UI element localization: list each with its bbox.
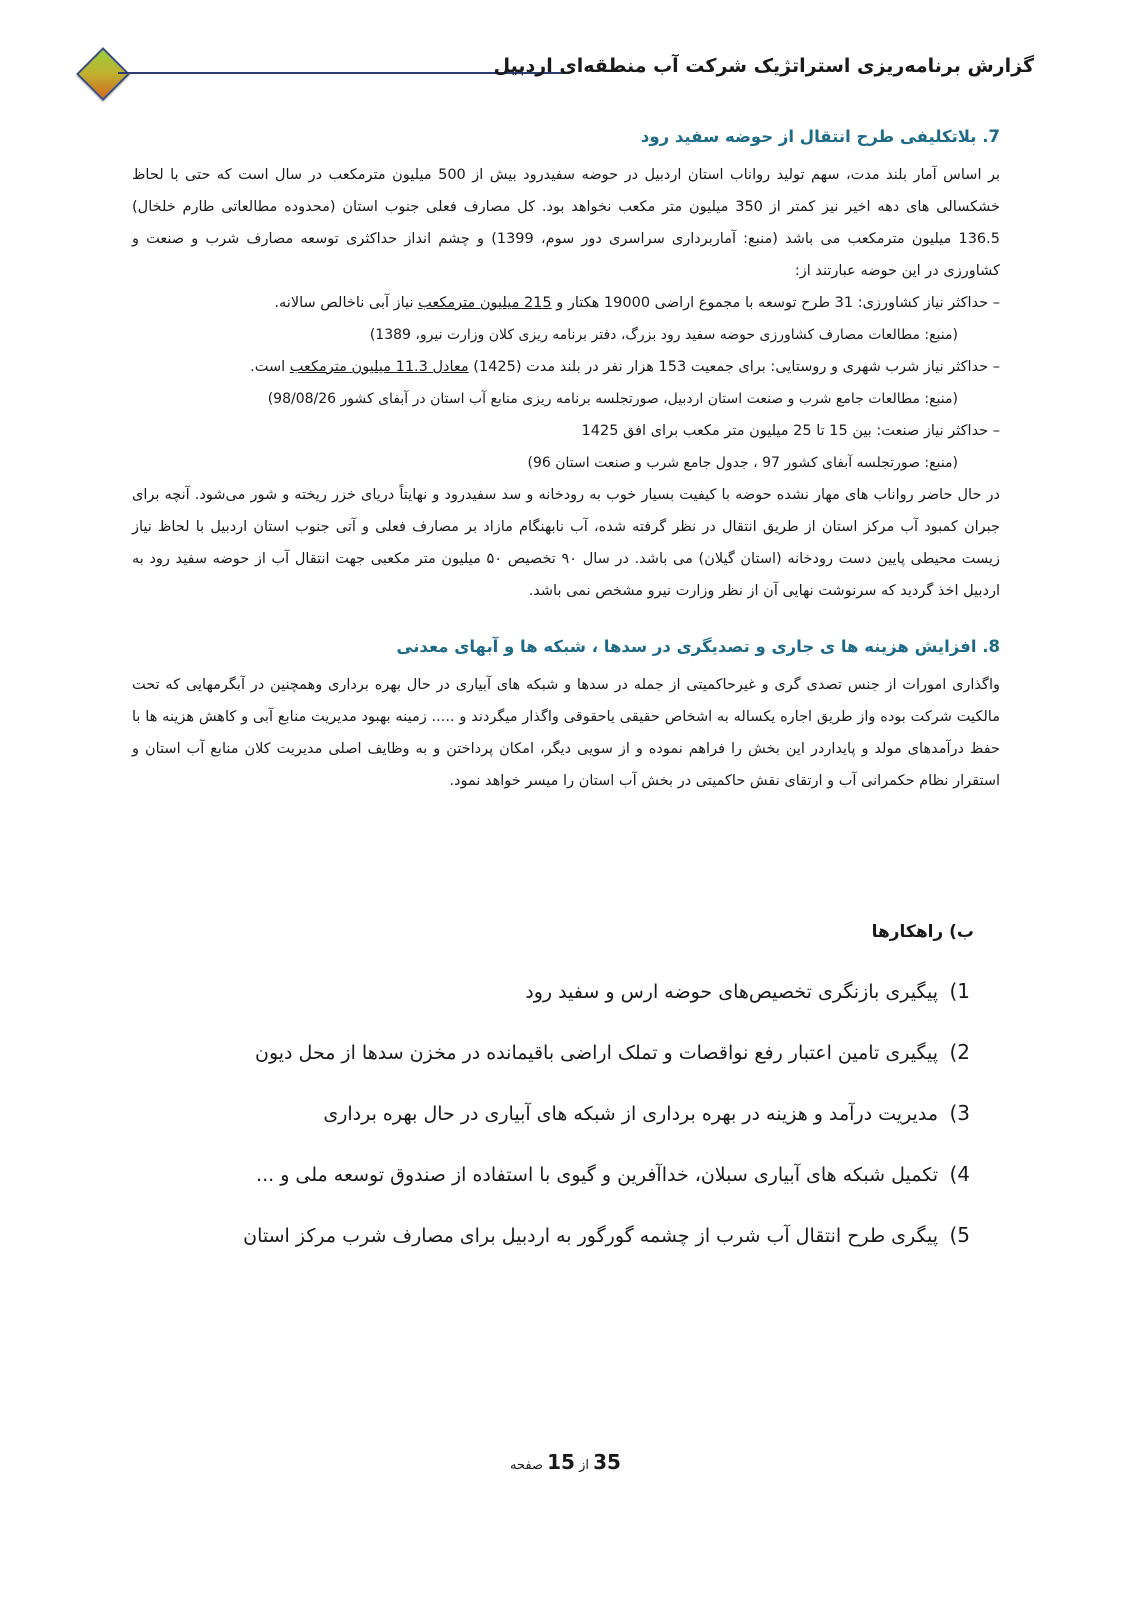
logo-diamond-icon bbox=[76, 47, 130, 101]
list-item bbox=[132, 1022, 970, 1083]
page-content bbox=[132, 123, 1000, 1266]
industry-demand-bullet: – حداکثر نیاز صنعت: بین 15 تا 25 میلیون متر مکعب برای افق 1425 bbox=[581, 423, 1000, 439]
section-7-intro: بر اساس آمار بلند مدت، سهم تولید رواناب استان اردبیل در حوضه سفیدرود بیش از 500 میلیون مترمکعب در سال است که حتی با لحاظ خشکسالی های دهه اخیر نیز کمتر از 350 میلیون متر مکعب نخواهد بود. کل مصارف فعلی جنوب استان (محدوده مطالعاتی طارم خلخال) 136.5 میلیون مترمکعب می باشد (منبع: آماربرداری سراسری دور سوم، 1399) و چشم انداز حداکثری توسعه مصارف شرب و صنعت و کشاورزی در این حوضه عبارتند از: bbox=[132, 167, 1000, 279]
solutions-list bbox=[132, 961, 1000, 1266]
section-8-heading: 8. افزایش هزینه ها ی جاری و تصدیگری در سدها ، شبکه ها و آبهای معدنی bbox=[396, 637, 1000, 656]
item-number: 5) bbox=[949, 1223, 970, 1247]
page-number: 35 bbox=[593, 1450, 621, 1474]
item-text: تکمیل شبکه های آبیاری سبلان، خداآفرین و گیوی با استفاده از صندوق توسعه ملی و ... bbox=[256, 1164, 938, 1186]
page-total: 15 bbox=[547, 1450, 575, 1474]
page-header bbox=[0, 0, 1131, 120]
page-footer bbox=[0, 1450, 1131, 1474]
item-number: 1) bbox=[949, 979, 970, 1003]
bullet-text: – حداکثر نیاز کشاورزی: 31 طرح توسعه با مجموع اراضی 19000 هکتار و bbox=[551, 295, 1000, 311]
source-note: (منبع: مطالعات مصارف کشاورزی حوضه سفید رود بزرگ، دفتر برنامه ریزی کلان وزارت نیرو، 1389) bbox=[369, 327, 958, 343]
agriculture-demand-bullet bbox=[132, 287, 1000, 319]
bullet-text: نیاز آبی ناخالص سالانه. bbox=[274, 295, 419, 311]
bullet-underlined: 215 میلیون مترمکعب bbox=[418, 295, 552, 311]
item-number: 2) bbox=[949, 1040, 970, 1064]
item-number: 4) bbox=[949, 1162, 970, 1186]
page-label: صفحه bbox=[510, 1458, 543, 1473]
solutions-heading: ب) راهکارها bbox=[871, 922, 974, 942]
item-number: 3) bbox=[949, 1101, 970, 1125]
section-7-closing: در حال حاضر رواناب های مهار نشده حوضه با کیفیت بسیار خوب به رودخانه و سد سفیدرود و نهایتاً دریای خزر ریخته و شور می‌شود. آنچه برای جبران کمبود آب مرکز استان از طریق انتقال در نظر گرفته شده، آب نابهنگام مازاد بر مصارف فعلی و آتی جنوب استان اردبیل با لحاظ نیاز زیست محیطی پایین دست رودخانه (استان گیلان) می باشد. در سال ۹۰ تخصیص ۵۰ میلیون متر مکعبی جهت انتقال آب از حوضه سفید رود به اردبیل اخذ گردید که سرنوشت نهایی آن از نظر وزارت نیرو مشخص نمی باشد. bbox=[132, 487, 1001, 599]
bullet-text: است. bbox=[250, 359, 290, 375]
section-7-heading: 7. بلاتکلیفی طرح انتقال از حوضه سفید رود bbox=[640, 127, 1000, 146]
list-item bbox=[132, 1083, 970, 1144]
section-8-body: واگذاری امورات از جنس تصدی گری و غیرحاکمیتی از جمله در سدها و شبکه های آبیاری در حال بهره برداری وهمچنین در آبگرمهایی که تحت مالکیت شرکت بوده واز طریق اجاره یکساله به اشخاص حقیقی یاحقوقی واگذار میگردند و ..... زمینه بهبود مدیریت منابع آبی و کاهش هزینه ها با حفظ درآمدهای مولد و پایداردر این بخش را فراهم نموده و از سویی دیگر، امکان پرداختن و به وظایف اصلی مدیریت کلان منابع آب استان و استقرار نظام حکمرانی آب و ارتقای نقش حاکمیتی در بخش آب استان را میسر خواهد نمود. bbox=[132, 677, 1000, 789]
list-item bbox=[132, 1205, 970, 1266]
bullet-underlined: معادل 11.3 میلیون مترمکعب bbox=[289, 359, 469, 375]
bullet-text: – حداکثر نیاز شرب شهری و روستایی: برای جمعیت 153 هزار نفر در بلند مدت (1425) bbox=[468, 359, 1000, 375]
list-item bbox=[132, 1144, 970, 1205]
source-note: (منبع: مطالعات جامع شرب و صنعت استان اردبیل، صورتجلسه برنامه ریزی منابع آب استان در آبفای کشور 98/08/26) bbox=[267, 391, 958, 407]
list-item bbox=[132, 961, 970, 1022]
item-text: پیگیری تامین اعتبار رفع نواقصات و تملک اراضی باقیمانده در مخزن سدها از محل دیون bbox=[255, 1042, 938, 1064]
header-title: گزارش برنامه‌ریزی استراتژیک شرکت آب منطقه‌ای اردبیل bbox=[493, 55, 1034, 77]
item-text: پیگری طرح انتقال آب شرب از چشمه گورگور به اردبیل برای مصارف شرب مرکز استان bbox=[243, 1225, 938, 1247]
source-note: (منبع: صورتجلسه آبفای کشور 97 ، جدول جامع شرب و صنعت استان 96) bbox=[527, 455, 958, 471]
page-of-label: از bbox=[579, 1458, 589, 1473]
item-text: پیگیری بازنگری تخصیص‌های حوضه ارس و سفید رود bbox=[525, 981, 938, 1003]
drinking-demand-bullet bbox=[132, 351, 1000, 383]
item-text: مدیریت درآمد و هزینه در بهره برداری از شبکه های آبیاری در حال بهره برداری bbox=[323, 1103, 938, 1125]
